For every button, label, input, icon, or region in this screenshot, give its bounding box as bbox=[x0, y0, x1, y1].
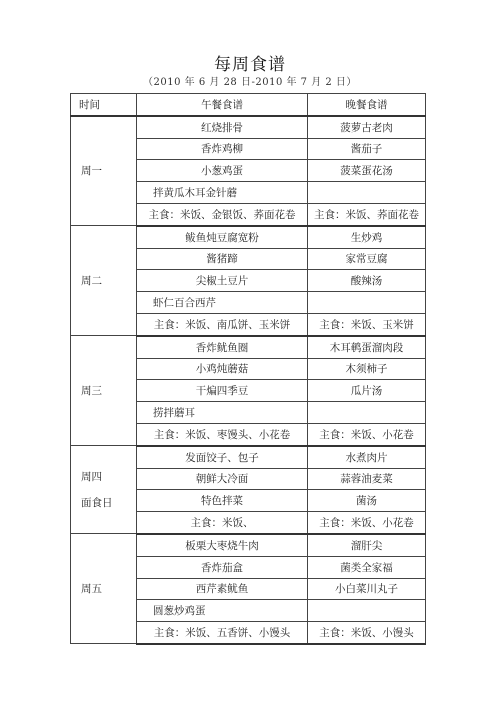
lunch-cell: 发面饺子、包子 bbox=[137, 446, 308, 468]
dinner-cell: 水煮肉片 bbox=[308, 446, 426, 468]
dinner-cell: 瓜片汤 bbox=[308, 380, 426, 402]
day-label: 周四 bbox=[81, 470, 102, 483]
day-label: 周三 bbox=[81, 384, 102, 397]
day-label: 周一 bbox=[81, 165, 102, 178]
header-dinner: 晚餐食谱 bbox=[308, 94, 426, 116]
header-day: 时间 bbox=[71, 94, 137, 116]
dinner-cell bbox=[308, 600, 426, 622]
day-label: 周五 bbox=[81, 582, 102, 595]
dinner-cell: 主食：米饭、小馒头 bbox=[308, 622, 426, 644]
dinner-cell: 菠菜蛋花汤 bbox=[308, 160, 426, 182]
lunch-cell: 香炸茄盒 bbox=[137, 556, 308, 578]
lunch-cell: 虾仁百合西芹 bbox=[137, 292, 308, 314]
day-label: 周二 bbox=[81, 274, 102, 287]
dinner-cell: 主食：米饭、小花卷 bbox=[308, 423, 426, 445]
lunch-cell: 小鸡炖蘑菇 bbox=[137, 358, 308, 380]
dinner-cell bbox=[308, 182, 426, 204]
lunch-cell: 圆葱炒鸡蛋 bbox=[137, 600, 308, 622]
day-label: 面食日 bbox=[81, 496, 113, 509]
dinner-cell: 家常豆腐 bbox=[308, 248, 426, 270]
day-cell bbox=[71, 534, 137, 644]
lunch-cell: 主食：米饭、五香饼、小馒头 bbox=[137, 622, 308, 644]
lunch-cell: 板栗大枣烧牛肉 bbox=[137, 534, 308, 556]
dinner-cell bbox=[308, 292, 426, 314]
dinner-cell: 酸辣汤 bbox=[308, 270, 426, 292]
table-row bbox=[71, 534, 426, 556]
lunch-cell: 香炸鸡柳 bbox=[137, 138, 308, 160]
lunch-cell: 捞拌蘑耳 bbox=[137, 402, 308, 424]
dinner-cell bbox=[308, 402, 426, 424]
day-cell bbox=[71, 226, 137, 336]
dinner-cell: 菌汤 bbox=[308, 490, 426, 512]
dinner-cell: 酱茄子 bbox=[308, 138, 426, 160]
lunch-cell: 主食：米饭、南瓜饼、玉米饼 bbox=[137, 313, 308, 335]
day-cell bbox=[71, 116, 137, 226]
lunch-cell: 鲅鱼炖豆腐宽粉 bbox=[137, 226, 308, 248]
dinner-cell: 木耳鹌蛋溜肉段 bbox=[308, 336, 426, 358]
dinner-cell: 木须柿子 bbox=[308, 358, 426, 380]
dinner-cell: 菌类全家福 bbox=[308, 556, 426, 578]
dinner-cell: 溜肝尖 bbox=[308, 534, 426, 556]
dinner-cell: 主食：米饭、荞面花卷 bbox=[308, 203, 426, 225]
lunch-cell: 拌黄瓜木耳金针蘑 bbox=[137, 182, 308, 204]
table-header-row bbox=[71, 94, 426, 116]
dinner-cell: 生炒鸡 bbox=[308, 226, 426, 248]
header-lunch: 午餐食谱 bbox=[137, 94, 308, 116]
lunch-cell: 主食：米饭、枣馒头、小花卷 bbox=[137, 423, 308, 445]
weekly-menu-table bbox=[70, 93, 426, 645]
lunch-cell: 酱猪蹄 bbox=[137, 248, 308, 270]
page-title: 每周食谱 bbox=[214, 55, 286, 75]
lunch-cell: 小葱鸡蛋 bbox=[137, 160, 308, 182]
lunch-cell: 西芹素鱿鱼 bbox=[137, 578, 308, 600]
lunch-cell: 主食：米饭、 bbox=[137, 512, 308, 534]
lunch-cell: 特色拌菜 bbox=[137, 490, 308, 512]
table-row bbox=[71, 116, 426, 138]
dinner-cell: 蒜蓉油麦菜 bbox=[308, 468, 426, 490]
table-row bbox=[71, 336, 426, 358]
day-cell bbox=[71, 446, 137, 534]
lunch-cell: 朝鲜大冷面 bbox=[137, 468, 308, 490]
dinner-cell: 菠萝古老肉 bbox=[308, 116, 426, 138]
table-row bbox=[71, 226, 426, 248]
lunch-cell: 干煸四季豆 bbox=[137, 380, 308, 402]
dinner-cell: 主食：米饭、小花卷 bbox=[308, 512, 426, 534]
lunch-cell: 尖椒土豆片 bbox=[137, 270, 308, 292]
table-row bbox=[71, 446, 426, 468]
lunch-cell: 主食：米饭、金银饭、荞面花卷 bbox=[137, 203, 308, 225]
lunch-cell: 红烧排骨 bbox=[137, 116, 308, 138]
dinner-cell: 小白菜川丸子 bbox=[308, 578, 426, 600]
lunch-cell: 香炸鱿鱼圈 bbox=[137, 336, 308, 358]
dinner-cell: 主食：米饭、玉米饼 bbox=[308, 313, 426, 335]
day-cell bbox=[71, 336, 137, 446]
date-range: （2010 年 6 月 28 日-2010 年 7 月 2 日） bbox=[143, 77, 357, 88]
